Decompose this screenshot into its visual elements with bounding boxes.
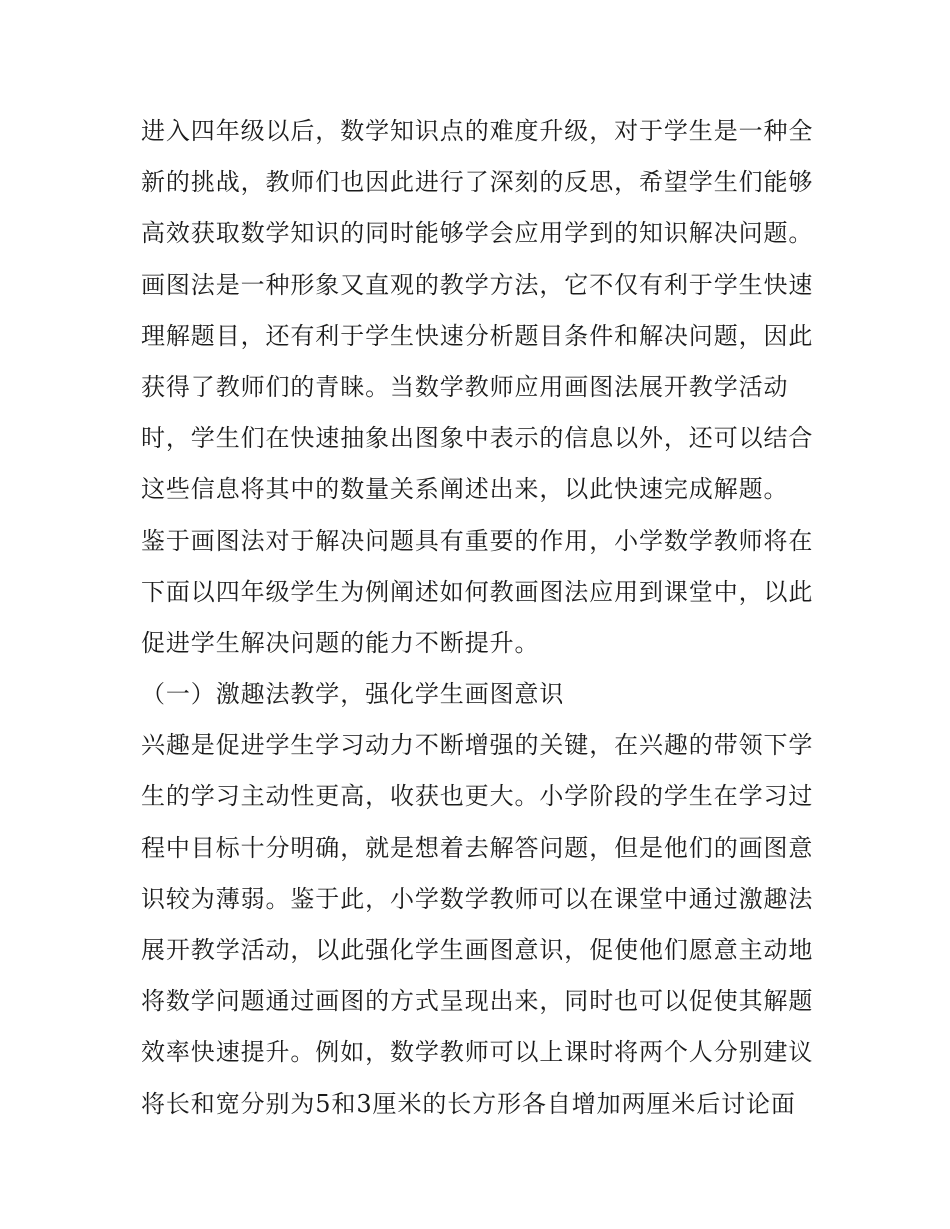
text-line: 效率快速提升。例如，数学教师可以上课时将两个人分别建议 [141, 1038, 814, 1067]
text-line: 下面以四年级学生为例阐述如何教画图法应用到课堂中，以此 [141, 577, 814, 606]
body-text [141, 106, 821, 1130]
text-line: 识较为薄弱。鉴于此，小学数学教师可以在课堂中通过激趣法 [141, 884, 814, 913]
text-line: 兴趣是促进学生学习动力不断增强的关键，在兴趣的带领下学 [141, 731, 814, 760]
text-line: 生的学习主动性更高，收获也更大。小学阶段的学生在学习过 [141, 782, 814, 811]
text-line: 时，学生们在快速抽象出图象中表示的信息以外，还可以结合 [141, 424, 814, 453]
text-line: 将数学问题通过画图的方式呈现出来，同时也可以促使其解题 [141, 987, 814, 1016]
text-line: 获得了教师们的青睐。当数学教师应用画图法展开教学活动 [141, 372, 789, 401]
text-line: 理解题目，还有利于学生快速分析题目条件和解决问题，因此 [141, 321, 814, 350]
text-line: 新的挑战，教师们也因此进行了深刻的反思，希望学生们能够 [141, 168, 814, 197]
text-line: 促进学生解决问题的能力不断提升。 [141, 628, 540, 657]
text-line: 展开教学活动，以此强化学生画图意识，促使他们愿意主动地 [141, 936, 814, 964]
text-line: 程中目标十分明确，就是想着去解答问题，但是他们的画图意 [141, 833, 814, 862]
text-line: 鉴于画图法对于解决问题具有重要的作用，小学数学教师将在 [141, 526, 814, 555]
text-line: 将长和宽分别为5和3厘米的长方形各自增加两厘米后讨论面 [141, 1089, 796, 1118]
text-line: 高效获取数学知识的同时能够学会应用学到的知识解决问题。 [141, 219, 814, 248]
section-heading: （一）激趣法教学，强化学生画图意识 [141, 680, 565, 709]
text-line: 进入四年级以后，数学知识点的难度升级，对于学生是一种全 [141, 117, 814, 145]
text-line: 画图法是一种形象又直观的教学方法，它不仅有利于学生快速 [141, 270, 814, 299]
text-line: 这些信息将其中的数量关系阐述出来，以此快速完成解题。 [141, 475, 789, 504]
